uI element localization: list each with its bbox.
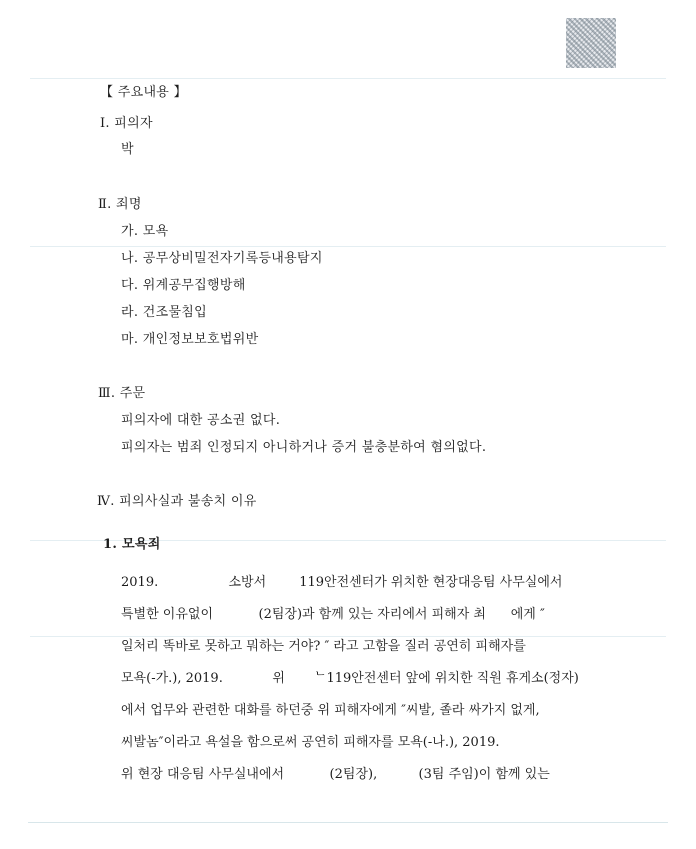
document-title: 【 주요내용 】 (100, 85, 187, 100)
charge-item: 나. 공무상비밀전자기록등내용탐지 (121, 251, 323, 266)
paragraph-line: 2019. 소방서 119안전센터가 위치한 현장대응팀 사무실에서 (121, 575, 563, 590)
suspect-name: 박 (121, 142, 134, 157)
charge-item: 마. 개인정보보호법위반 (121, 332, 259, 347)
footer-divider (28, 822, 668, 823)
charge-item: 가. 모욕 (121, 224, 169, 239)
paragraph-line: 위 현장 대응팀 사무실내에서 (2팀장), (3팀 주임)이 함께 있는 (121, 767, 550, 782)
subheading-insult: 1. 모욕죄 (103, 537, 161, 552)
qr-code-icon (566, 18, 616, 68)
order-line: 피의자에 대한 공소권 없다. (121, 413, 281, 428)
paragraph-line: 일처리 똑바로 못하고 뭐하는 거야? ″ 라고 고함을 질러 공연히 피해자를 (121, 639, 526, 654)
paragraph-line: 씨발놈″이라고 욕설을 함으로써 공연히 피해자를 모욕(-나.), 2019. (121, 735, 500, 750)
paragraph-line: 특별한 이유없이 (2팀장)과 함께 있는 자리에서 피해자 최 에게 ″ (121, 607, 545, 622)
section-heading-charges: Ⅱ. 죄명 (98, 197, 142, 212)
order-line: 피의자는 범죄 인정되지 아니하거나 증거 불충분하여 혐의없다. (121, 440, 487, 455)
charge-item: 다. 위계공무집행방해 (121, 278, 246, 293)
section-heading-order: Ⅲ. 주문 (98, 386, 146, 401)
charge-item: 라. 건조물침입 (121, 305, 208, 320)
facts-paragraph (121, 567, 591, 791)
section-heading-suspect: Ⅰ. 피의자 (100, 116, 153, 131)
paragraph-line: 모욕(-가.), 2019. 위 ᄂ119안전센터 앞에 위치한 직원 휴게소(정자) (121, 671, 579, 686)
divider (30, 78, 666, 79)
section-heading-facts: Ⅳ. 피의사실과 불송치 이유 (97, 494, 257, 509)
paragraph-line: 에서 업무와 관련한 대화를 하던중 위 피해자에게 ″씨발, 졸라 싸가지 없게, (121, 703, 540, 718)
